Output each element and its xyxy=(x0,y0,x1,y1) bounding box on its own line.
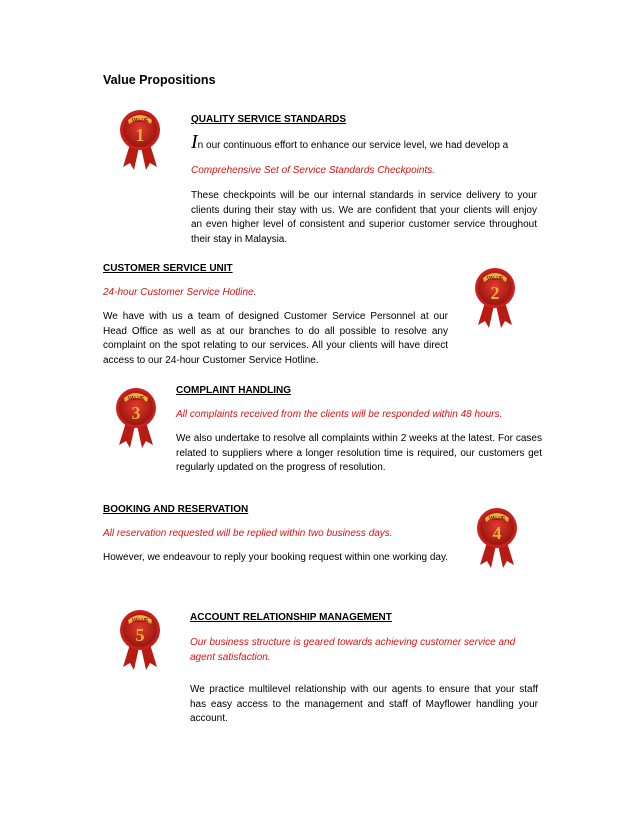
body-text: However, we endeavour to reply your booking request within one working day. xyxy=(103,552,449,563)
svg-text:3: 3 xyxy=(131,403,141,423)
value-ribbon-1 xyxy=(117,107,163,176)
award-ribbon-icon xyxy=(117,607,163,671)
svg-text:VALUE: VALUE xyxy=(486,276,504,282)
highlight-text: All complaints received from the clients will be responded within 48 hours. xyxy=(176,409,503,420)
highlight-text: Our business structure is geared towards achieving customer service and agent satisfaction. xyxy=(190,637,516,663)
section-heading: ACCOUNT RELATIONSHIP MANAGEMENT xyxy=(190,612,392,623)
svg-text:VALUE: VALUE xyxy=(131,618,149,624)
award-ribbon-icon xyxy=(474,505,520,569)
body-text: We also undertake to resolve all complaints within 2 weeks at the latest. For cases related to suppliers where a longer resolution time is required, our customers get regularly updated on the progress of resolution. xyxy=(176,433,542,473)
page-title: Value Propositions xyxy=(103,73,216,87)
svg-text:VALUE: VALUE xyxy=(127,396,145,402)
section-heading: CUSTOMER SERVICE UNIT xyxy=(103,263,233,274)
highlight-text: All reservation requested will be replied within two business days. xyxy=(103,528,393,539)
award-ribbon-icon xyxy=(472,265,518,329)
section-heading: QUALITY SERVICE STANDARDS xyxy=(191,114,347,125)
svg-text:5: 5 xyxy=(135,625,145,645)
award-ribbon-icon xyxy=(113,385,159,449)
svg-text:4: 4 xyxy=(492,523,502,543)
section-heading: BOOKING AND RESERVATION xyxy=(103,504,249,515)
intro-text: n our continuous effort to enhance our service level, we had develop a xyxy=(197,140,509,151)
dropcap: I xyxy=(191,131,198,153)
value-ribbon-3 xyxy=(113,385,159,454)
value-ribbon-2 xyxy=(472,265,518,334)
svg-text:VALUE: VALUE xyxy=(488,516,506,522)
intro-line xyxy=(191,132,541,152)
value-ribbon-4 xyxy=(474,505,520,574)
award-ribbon-icon xyxy=(117,107,163,171)
svg-text:VALUE: VALUE xyxy=(131,118,149,124)
body-text: These checkpoints will be our internal standards in service delivery to your clients during their stay with us. We are confident that your clients will enjoy an even higher level of consistent and superior customer service throughout their stay in Malaysia. xyxy=(191,190,537,245)
svg-text:1: 1 xyxy=(135,125,145,145)
body-text: We have with us a team of designed Customer Service Personnel at our Head Office as well as at our branches to do all possible to resolve any complaint on the spot relating to our services. All your clients will have direct access to our 24-hour Customer Service Hotline. xyxy=(103,311,448,366)
svg-text:2: 2 xyxy=(490,283,500,303)
section-heading: COMPLAINT HANDLING xyxy=(176,385,291,396)
body-text: We practice multilevel relationship with our agents to ensure that your staff has easy access to the management and staff of Mayflower handling your account. xyxy=(190,684,538,724)
highlight-text: 24-hour Customer Service Hotline. xyxy=(103,287,257,298)
highlight-text: Comprehensive Set of Service Standards Checkpoints. xyxy=(191,165,436,176)
value-ribbon-5 xyxy=(117,607,163,676)
